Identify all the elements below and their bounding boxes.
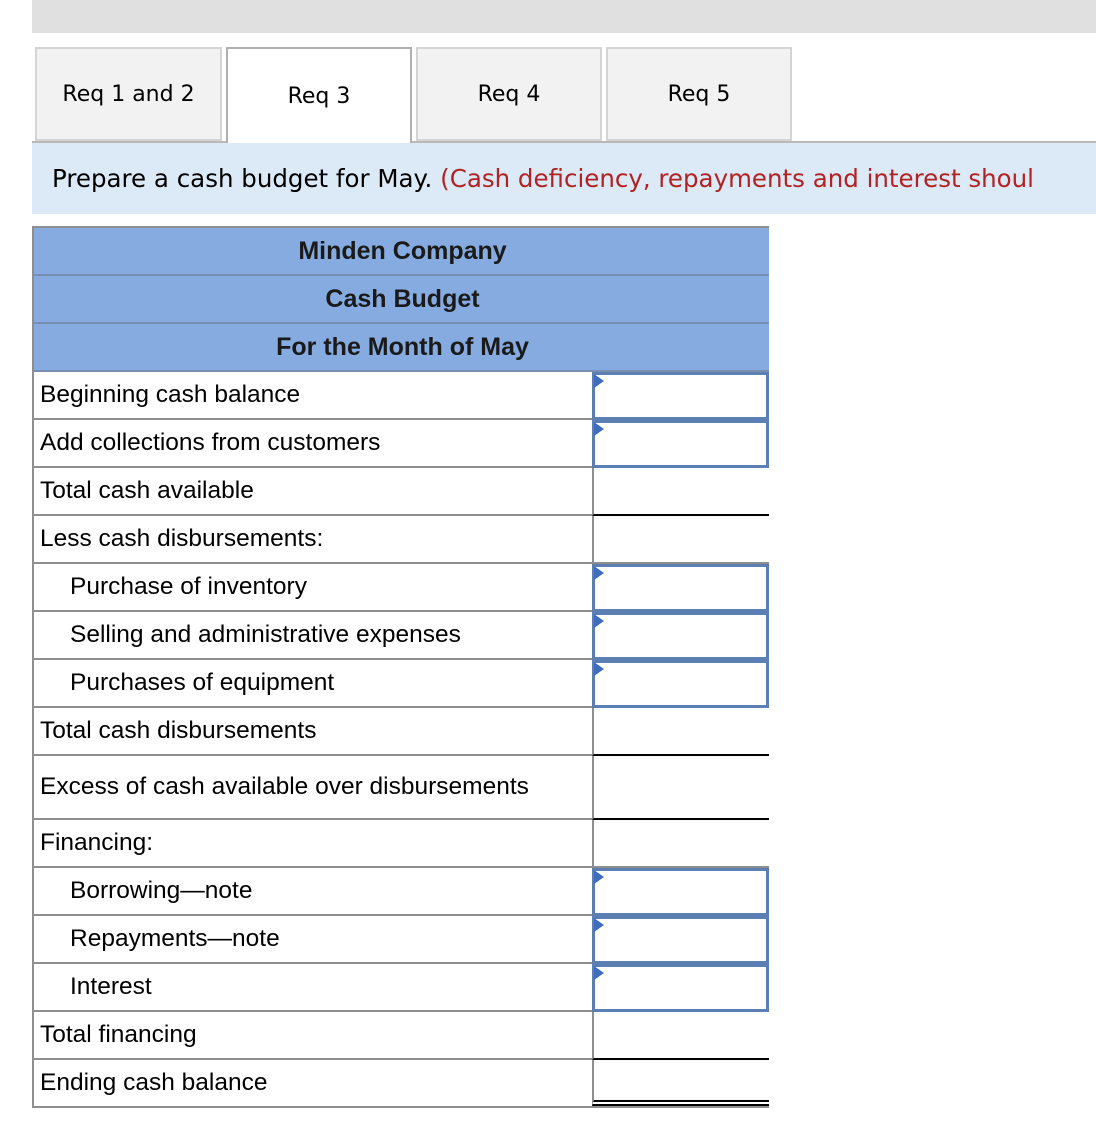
table-row xyxy=(34,820,769,868)
table-row xyxy=(34,708,769,756)
total-financing-cell xyxy=(592,1012,769,1060)
row-label: Beginning cash balance xyxy=(34,372,592,420)
table-row xyxy=(34,660,769,708)
budget-title: Cash Budget xyxy=(34,276,769,324)
row-label: Interest xyxy=(34,964,592,1012)
total-cash-disbursements-cell xyxy=(592,708,769,756)
top-bar xyxy=(32,0,1096,33)
purchase-of-inventory-input[interactable] xyxy=(592,564,769,612)
empty-cell xyxy=(592,820,769,868)
empty-cell xyxy=(592,516,769,564)
row-label: Total cash disbursements xyxy=(34,708,592,756)
interest-input[interactable] xyxy=(592,964,769,1012)
cash-budget-table xyxy=(32,226,769,1108)
table-row xyxy=(34,756,769,820)
table-row xyxy=(34,468,769,516)
selling-admin-expenses-input[interactable] xyxy=(592,612,769,660)
tab-label: Req 1 and 2 xyxy=(62,81,195,107)
ending-cash-balance-cell xyxy=(592,1060,769,1106)
budget-period: For the Month of May xyxy=(34,324,769,372)
total-cash-available-cell xyxy=(592,468,769,516)
table-row xyxy=(34,372,769,420)
row-label: Purchases of equipment xyxy=(34,660,592,708)
table-row xyxy=(34,564,769,612)
row-label: Total cash available xyxy=(34,468,592,516)
purchases-of-equipment-input[interactable] xyxy=(592,660,769,708)
instruction-note: (Cash deficiency, repayments and interest shoul xyxy=(440,164,1034,193)
tab-label: Req 3 xyxy=(287,83,351,109)
table-row xyxy=(34,420,769,468)
row-label: Total financing xyxy=(34,1012,592,1060)
table-row xyxy=(34,964,769,1012)
repayments-note-input[interactable] xyxy=(592,916,769,964)
tab-req-1-and-2[interactable] xyxy=(35,47,222,141)
borrowing-note-input[interactable] xyxy=(592,868,769,916)
row-label: Borrowing—note xyxy=(34,868,592,916)
company-name: Minden Company xyxy=(34,228,769,276)
tab-req-5[interactable] xyxy=(606,47,792,141)
excess-cash-cell xyxy=(592,756,769,820)
collections-input[interactable] xyxy=(592,420,769,468)
table-row xyxy=(34,516,769,564)
beginning-cash-balance-input[interactable] xyxy=(592,372,769,420)
tab-label: Req 4 xyxy=(477,81,541,107)
row-label: Financing: xyxy=(34,820,592,868)
row-label: Less cash disbursements: xyxy=(34,516,592,564)
row-label: Purchase of inventory xyxy=(34,564,592,612)
instruction-text xyxy=(52,164,1034,193)
instruction-banner xyxy=(32,143,1096,214)
tab-req-3[interactable] xyxy=(226,47,412,143)
table-row xyxy=(34,916,769,964)
row-label: Selling and administrative expenses xyxy=(34,612,592,660)
row-label: Add collections from customers xyxy=(34,420,592,468)
tab-req-4[interactable] xyxy=(416,47,602,141)
instruction-main: Prepare a cash budget for May. xyxy=(52,164,433,193)
row-label: Excess of cash available over disbursements xyxy=(34,756,592,820)
row-label: Ending cash balance xyxy=(40,1069,268,1096)
table-row xyxy=(34,612,769,660)
row-label: Repayments—note xyxy=(34,916,592,964)
table-row xyxy=(34,1060,769,1106)
table-row xyxy=(34,868,769,916)
table-row xyxy=(34,1012,769,1060)
tab-label: Req 5 xyxy=(667,81,731,107)
